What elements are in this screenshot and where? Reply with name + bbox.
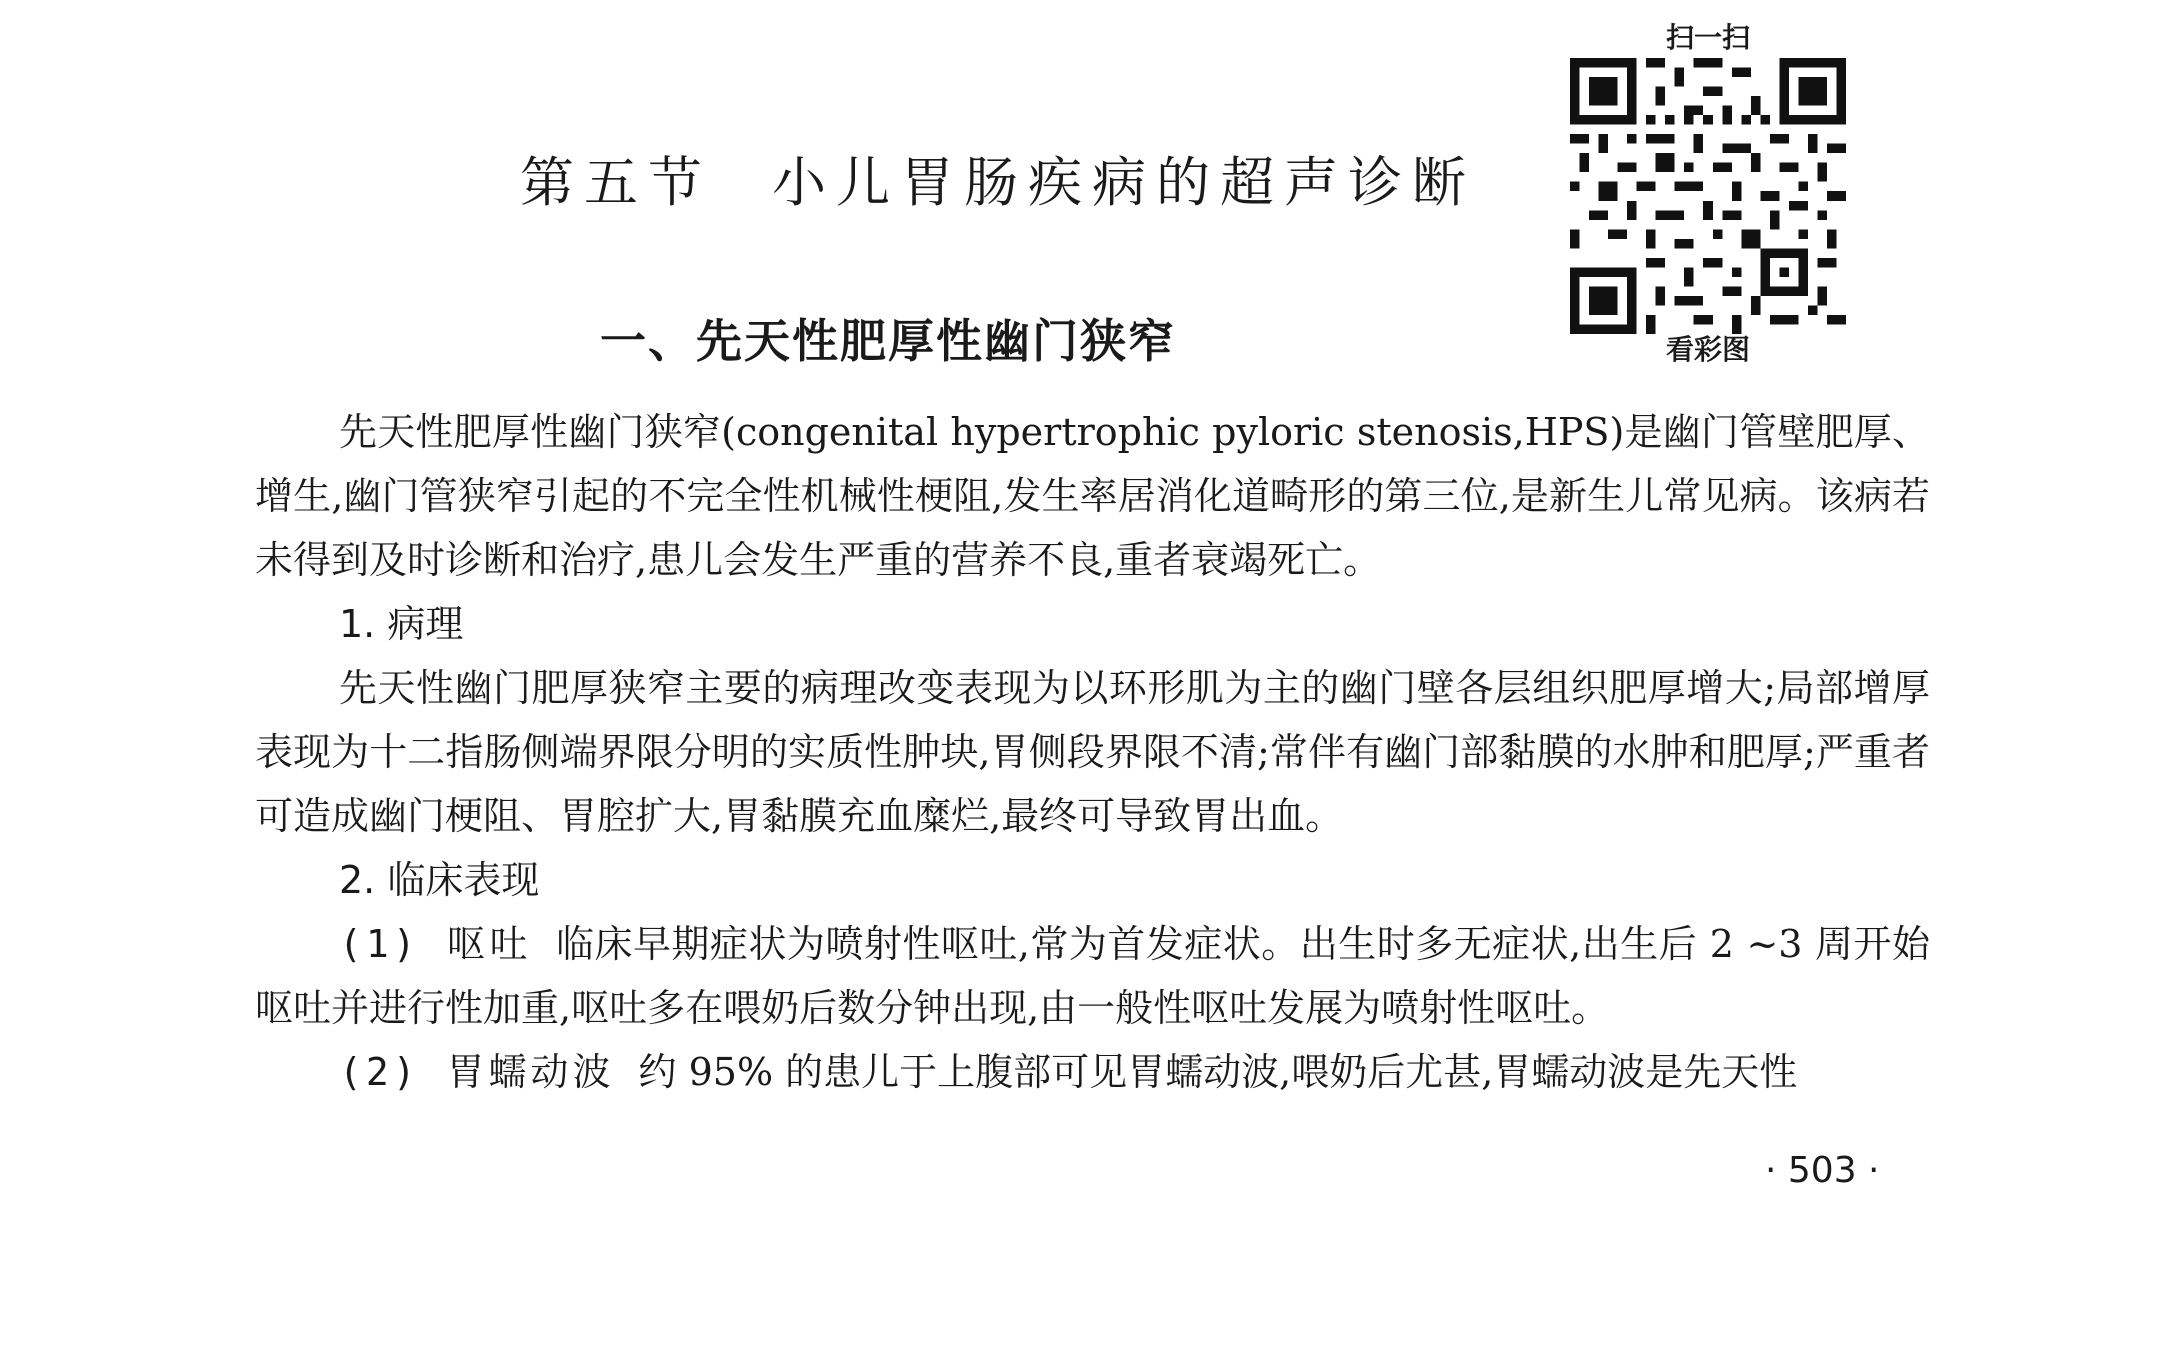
peristalsis-text: 约 95% 的患儿于上腹部可见胃蠕动波,喂奶后尤甚,胃蠕动波是先天性 <box>638 1050 1798 1094</box>
pathology-paragraph: 先天性幽门肥厚狭窄主要的病理改变表现为以环形肌为主的幽门壁各层组织肥厚增大;局部增厚表现为十二指肠侧端界限分明的实质性肿块,胃侧段界限不清;常伴有幽门部黏膜的水肿和肥厚;严重者可造成幽门梗阻、胃腔扩大,胃黏膜充血糜烂,最终可导致胃出血。 <box>255 666 1930 838</box>
chapter-title <box>520 140 1476 217</box>
body-text <box>255 400 1930 1104</box>
qr-bottom-label: 看彩图 <box>1665 333 1750 366</box>
qr-code-block[interactable] <box>1558 20 1858 380</box>
qr-code-icon[interactable] <box>1570 58 1846 334</box>
section-title: 一、先天性肥厚性幽门狭窄 <box>600 314 1176 368</box>
peristalsis-term: (2) 胃蠕动波 <box>339 1050 615 1094</box>
qr-top-label: 扫一扫 <box>1665 21 1750 54</box>
vomit-paragraph <box>255 912 1930 1040</box>
vomit-term: (1) 呕吐 <box>339 922 532 966</box>
clinical-heading: 2. 临床表现 <box>339 858 540 902</box>
intro-paragraph: 先天性肥厚性幽门狭窄(congenital hypertrophic pyloric stenosis,HPS)是幽门管壁肥厚、增生,幽门管狭窄引起的不完全性机械性梗阻,发生率居消化道畸形的第三位,是新生儿常见病。该病若未得到及时诊断和治疗,患儿会发生严重的营养不良,重者衰竭死亡。 <box>255 410 1930 582</box>
pathology-heading: 1. 病理 <box>339 602 464 646</box>
chapter-title-main: 小儿胃肠疾病的超声诊断 <box>772 151 1476 214</box>
peristalsis-paragraph <box>255 1040 1930 1104</box>
vomit-text: 临床早期症状为喷射性呕吐,常为首发症状。出生时多无症状,出生后 2 ~3 周开始呕吐并进行性加重,呕吐多在喂奶后数分钟出现,由一般性呕吐发展为喷射性呕吐。 <box>255 922 1930 1030</box>
chapter-title-prefix: 第五节 <box>520 151 712 214</box>
page-number: · 503 · <box>1765 1150 1880 1191</box>
